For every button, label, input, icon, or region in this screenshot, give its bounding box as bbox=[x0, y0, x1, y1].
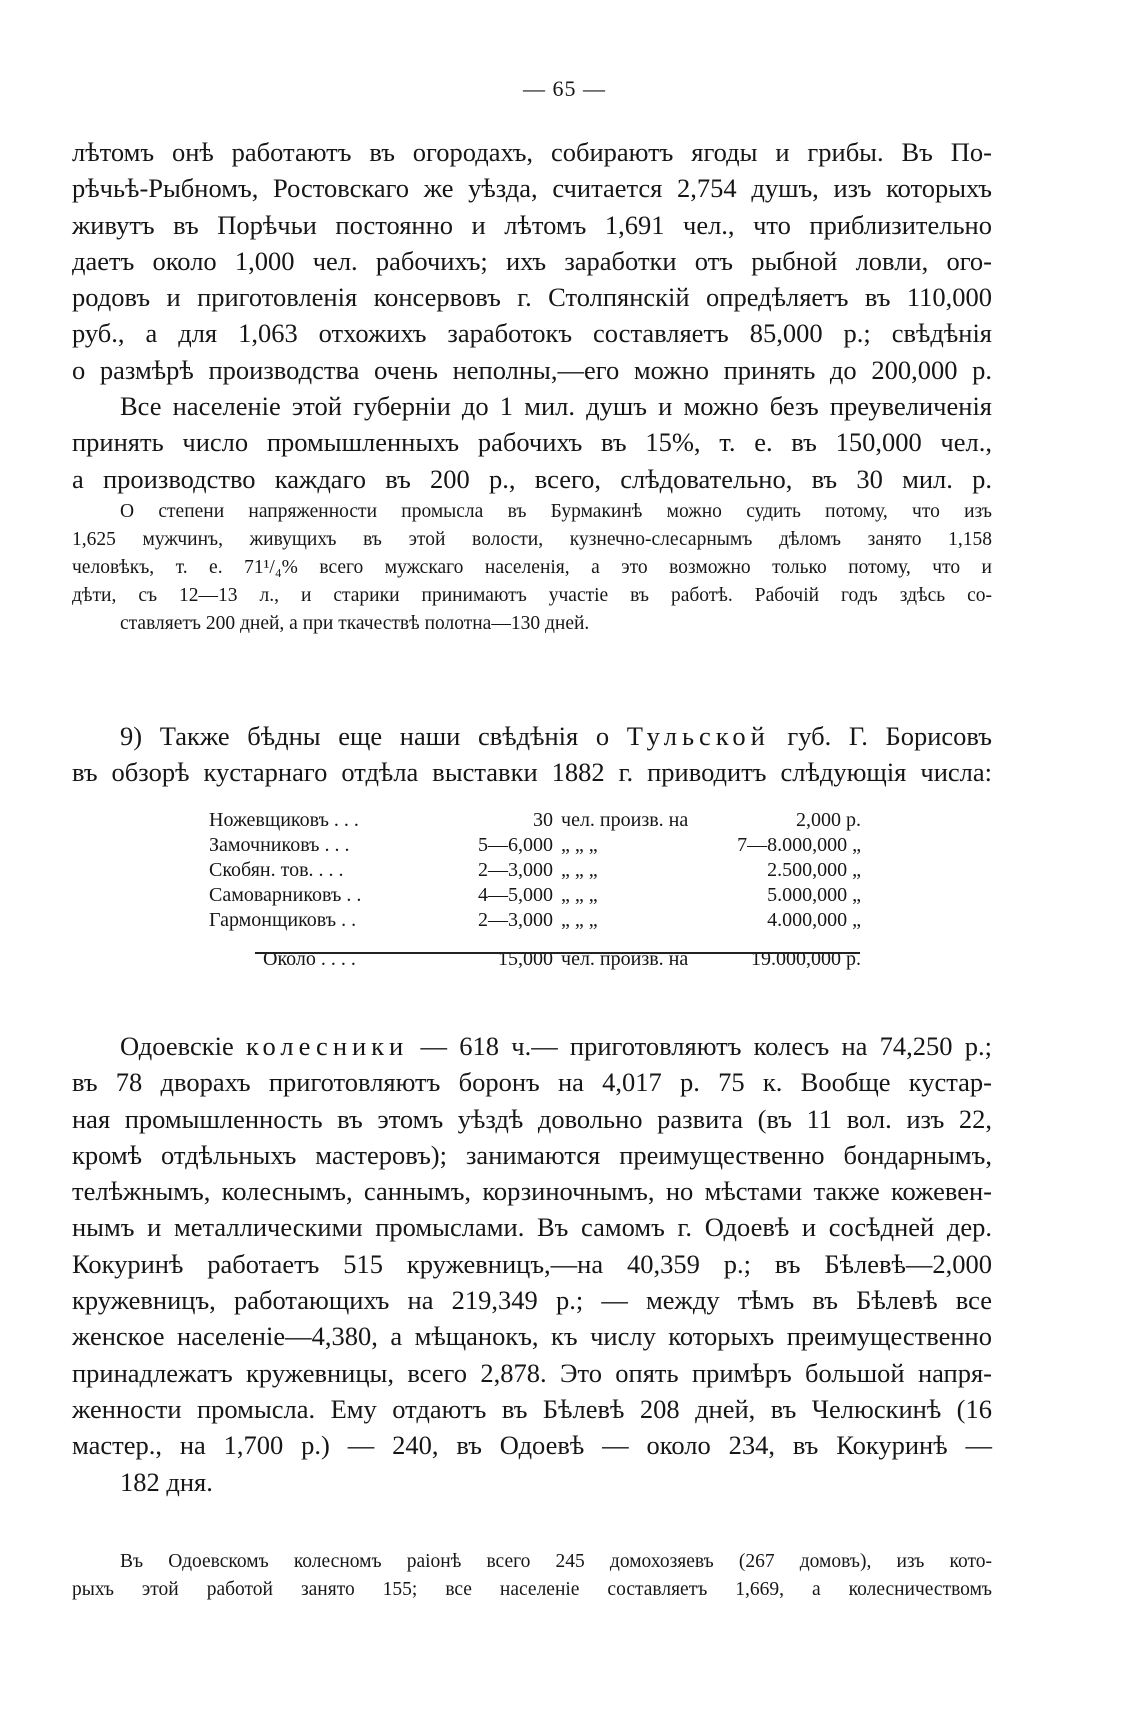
craft-name: Ножевщиковъ . . . bbox=[209, 809, 359, 831]
craft-value: 7—8.000,000 „ bbox=[737, 834, 861, 856]
paragraph-3 bbox=[72, 1028, 992, 1500]
craft-qty: 2—3,000 bbox=[478, 859, 554, 881]
craft-name: Скобян. тов. . . . bbox=[209, 859, 344, 881]
section-9-region: Тульской bbox=[626, 721, 770, 751]
craft-name: Гармонщиковъ . . bbox=[209, 909, 357, 931]
table-row bbox=[205, 858, 865, 883]
section-9 bbox=[72, 718, 992, 791]
note-line: рыхъ этой работой занято 155; все населеніе составляетъ 1,669, а колесничествомъ bbox=[72, 1579, 992, 1600]
craft-name: Самоварниковъ . . bbox=[209, 884, 362, 906]
table-row bbox=[205, 808, 865, 833]
craft-unit: „ „ „ bbox=[561, 909, 598, 931]
craft-value: 4.000,000 „ bbox=[767, 909, 861, 931]
text-line: о размѣрѣ производства очень неполны,—его можно принять до 200,000 р. bbox=[72, 354, 992, 385]
table-row bbox=[205, 908, 865, 933]
small-note-2 bbox=[72, 1548, 992, 1604]
text-line: даетъ около 1,000 чел. рабочихъ; ихъ заработки отъ рыбной ловли, ого- bbox=[72, 245, 992, 276]
crafts-table bbox=[205, 808, 865, 972]
note-line: дѣти, съ 12—13 л., и старики принимаютъ участіе въ работѣ. Рабочій годъ здѣсь со- bbox=[72, 585, 992, 606]
paragraph-1 bbox=[72, 134, 992, 388]
text-line: нымъ и металлическими промыслами. Въ самомъ г. Одоевѣ и сосѣдней дер. bbox=[72, 1212, 992, 1243]
para3-first-post: — 618 ч.— приготовляютъ колесъ на 74,250 р.; bbox=[420, 1031, 993, 1061]
text-line: женности промысла. Ему отдаютъ въ Бѣлевѣ 208 дней, въ Челюскинѣ (16 bbox=[72, 1393, 992, 1424]
note-line: 1,625 мужчинъ, живущихъ въ этой волости, кузнечно-слесарнымъ дѣломъ занято 1,158 bbox=[72, 529, 992, 550]
text-line: а производство каждаго въ 200 р., всего, слѣдовательно, въ 30 мил. р. bbox=[72, 463, 992, 494]
text-line: руб., а для 1,063 отхожихъ заработокъ составляетъ 85,000 р.; свѣдѣнія bbox=[72, 318, 992, 349]
text-line: ная промышленность въ этомъ уѣздѣ довольно развита (въ 11 вол. изъ 22, bbox=[72, 1103, 992, 1134]
craft-unit: „ „ „ bbox=[561, 834, 598, 856]
section-9-line1-pre: 9) Также бѣдны еще наши свѣдѣнія о bbox=[120, 721, 610, 751]
paragraph-2 bbox=[72, 388, 992, 497]
para3-first-pre: Одоевскіе bbox=[120, 1031, 234, 1061]
section-9-line2: въ обзорѣ кустарнаго отдѣла выставки 1882 г. приводитъ слѣдующія числа: bbox=[72, 757, 992, 788]
text-line: въ 78 дворахъ приготовляютъ боронъ на 4,017 р. 75 к. Вообще кустар- bbox=[72, 1067, 992, 1098]
craft-value: 5.000,000 „ bbox=[767, 884, 861, 906]
craft-qty: 5—6,000 bbox=[478, 834, 554, 856]
text-line: мастер., на 1,700 р.) — 240, въ Одоевѣ — около 234, въ Кокуринѣ — bbox=[72, 1430, 992, 1461]
craft-name: Замочниковъ . . . bbox=[209, 834, 350, 856]
text-line: женское населеніе—4,380, а мѣщанокъ, къ числу которыхъ преимущественно bbox=[72, 1321, 992, 1352]
note-line: ставляетъ 200 дней, а при ткачествѣ полотна—130 дней. bbox=[120, 613, 590, 634]
craft-qty: 4—5,000 bbox=[478, 884, 554, 906]
para3-spaced-word: колесники bbox=[245, 1031, 409, 1061]
note-line: О степени напряженности промысла въ Бурмакинѣ можно судить потому, что изъ bbox=[120, 501, 992, 522]
craft-unit: „ „ „ bbox=[561, 884, 598, 906]
craft-value: 2.500,000 „ bbox=[767, 859, 861, 881]
total-label: Около . . . . bbox=[263, 948, 356, 970]
text-line: родовъ и приготовленія консервовъ г. Столпянскій опредѣляетъ въ 110,000 bbox=[72, 282, 992, 313]
text-line: Все населеніе этой губерніи до 1 мил. душъ и можно безъ преувеличенія bbox=[120, 391, 992, 421]
text-line: принадлежатъ кружевницы, всего 2,878. Это опять примѣръ большой напря- bbox=[72, 1357, 992, 1388]
craft-value: 2,000 р. bbox=[796, 809, 861, 831]
note-line: человѣкъ, т. е. 71¹/₄% всего мужскаго населенія, а это возможно только потому, что и bbox=[72, 557, 992, 578]
total-unit: чел. произв. на bbox=[561, 948, 689, 970]
small-note-1 bbox=[72, 498, 992, 638]
note-line: Въ Одоевскомъ колесномъ раіонѣ всего 245 домохозяевъ (267 домовъ), изъ кото- bbox=[120, 1551, 992, 1572]
page-number: — 65 — bbox=[523, 76, 606, 101]
table-row bbox=[205, 833, 865, 858]
craft-qty: 30 bbox=[533, 809, 554, 831]
table-row bbox=[205, 883, 865, 908]
total-value: 19.000,000 р. bbox=[751, 948, 861, 970]
table-total-rule bbox=[255, 952, 860, 954]
craft-unit: чел. произв. на bbox=[561, 809, 689, 831]
section-9-line1-post: губ. Г. Борисовъ bbox=[787, 721, 992, 751]
text-line: кромѣ отдѣльныхъ мастеровъ); занимаются преимущественно бондарнымъ, bbox=[72, 1139, 992, 1170]
craft-unit: „ „ „ bbox=[561, 859, 598, 881]
text-line: лѣтомъ онѣ работаютъ въ огородахъ, собираютъ ягоды и грибы. Въ По- bbox=[72, 137, 992, 167]
text-line: Кокуринѣ работаетъ 515 кружевницъ,—на 40,359 р.; въ Бѣлевѣ—2,000 bbox=[72, 1248, 992, 1279]
text-line: 182 дня. bbox=[120, 1466, 213, 1497]
text-line: живутъ въ Порѣчьи постоянно и лѣтомъ 1,691 чел., что приблизительно bbox=[72, 209, 992, 240]
text-line: телѣжнымъ, колеснымъ, саннымъ, корзиночнымъ, но мѣстами также кожевен- bbox=[72, 1176, 992, 1207]
text-line: принять число промышленныхъ рабочихъ въ 15%, т. е. въ 150,000 чел., bbox=[72, 427, 992, 458]
total-qty: 15,000 bbox=[498, 948, 554, 970]
craft-qty: 2—3,000 bbox=[478, 909, 554, 931]
text-line: рѣчьѣ-Рыбномъ, Ростовскаго же уѣзда, считается 2,754 душъ, изъ которыхъ bbox=[72, 173, 992, 204]
text-line: кружевницъ, работающихъ на 219,349 р.; — между тѣмъ въ Бѣлевѣ все bbox=[72, 1285, 992, 1316]
